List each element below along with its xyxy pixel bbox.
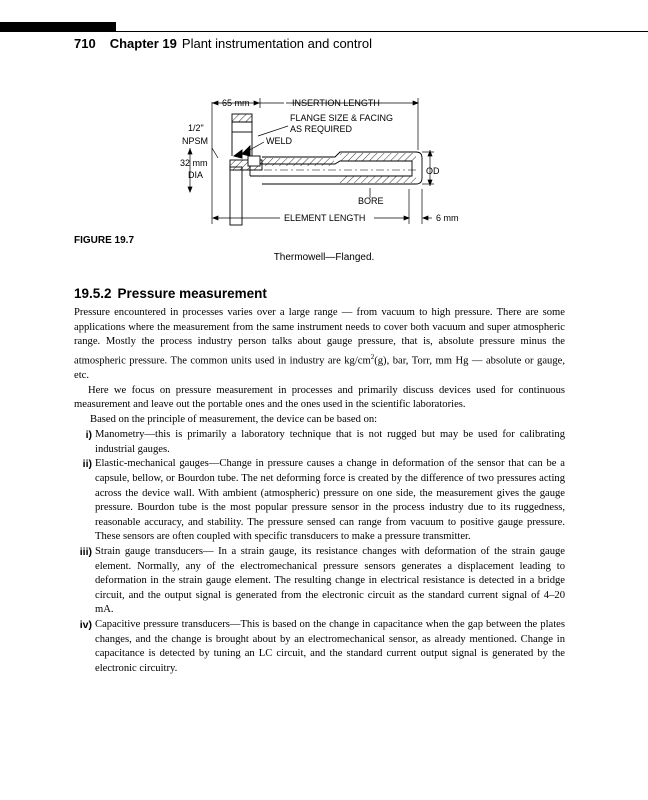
dia-label-2: DIA (188, 170, 204, 180)
bore-label: BORE (358, 196, 384, 206)
list-item: i) Manometry—this is primarily a laboratory technique that is not rugged but may be used for calibrating industrial gauges. (85, 429, 565, 455)
dim-6-label: 6 mm (436, 213, 459, 223)
header-bar (0, 22, 116, 32)
npsm-label-2: NPSM (182, 136, 209, 146)
flange-label-2: AS REQUIRED (290, 124, 353, 134)
list-item: iii) Strain gauge transducers— In a strain gauge, its resistance changes with deformation of the strain gauge element. Normally, any of the electromechanical pressure sensors generates a displacement leading to deformation in the strain gauge element. The resulting change in electrical resistance is detected in a bridge circuit, and the output signal is generated from the electronic circuit as the standard current signal of 4–20 mA. (79, 546, 565, 616)
element-length-label: ELEMENT LENGTH (284, 213, 366, 223)
list-item: ii) Elastic-mechanical gauges—Change in pressure causes a change in deformation of the sensor that can be a capsule, bellow, or Bourdon tube. The net deforming force is created by the difference of two pressures acting across the device wall. With ambient (atmospheric) pressure on one side, the measurement gives the gauge pressure. Bourdon tube is the most popular pressure sensor in the process industry due to its ruggedness, reasonable accuracy, and stability. The pressure sensed can range from vacuum to positive gauge pressure. These sensors are often coupled with specific transducers to make a pressure transmitter. (82, 458, 565, 543)
insertion-length-label: INSERTION LENGTH (292, 98, 380, 108)
thermowell-figure (160, 94, 480, 230)
list-item: iv) Capacitive pressure transducers—This is based on the change in capacitance when the gap between the plates changes, and the change is brought about by an electromechanical sensor, as already mentioned. Change in capacitance is detected by tuning an LC circuit, and the standard current output signal is generated by the electronic circuitry. (79, 619, 565, 674)
paragraph: Pressure encountered in processes varies over a large range — from vacuum to high pressure. There are some applications where the measurement from the same instrument needs to cover both vacuum and super atmospheric range. Mostly the process industry person talks about gauge pressure, that is, absolute pressure minus the atmospheric pressure. The common units used in industry are $kg/cm^2(g)$, bar, Torr, mm Hg — absolute or gauge, etc. (74, 307, 565, 381)
running-head (74, 36, 372, 51)
header-rule (116, 31, 648, 32)
figure-label: FIGURE 19.7 (74, 235, 135, 246)
od-label: OD (426, 166, 440, 176)
chapter-title: Plant instrumentation and control (181, 36, 372, 51)
dim-65-label: 65 mm (222, 98, 250, 108)
section-title: Pressure measurement (117, 286, 267, 301)
weld-label: WELD (266, 136, 293, 146)
figure-caption: Thermowell—Flanged. (273, 252, 375, 263)
principle-list (74, 428, 565, 676)
flange-label-1: FLANGE SIZE & FACING (290, 113, 394, 123)
npsm-label-1: 1/2" (188, 123, 204, 133)
chapter-number: Chapter 19 (109, 36, 177, 51)
page-number: 710 (74, 36, 96, 51)
section-heading (74, 286, 267, 301)
dia-label-1: 32 mm (180, 158, 208, 168)
section-number: 19.5.2 (74, 286, 112, 301)
section-body (74, 306, 565, 676)
paragraph: Based on the principle of measurement, the device can be based on: (90, 413, 378, 425)
paragraph: Here we focus on pressure measurement in processes and primarily discuss devices used for continuous measurement and leave out the portable ones and the ones used in the scientific laboratories. (74, 384, 565, 411)
